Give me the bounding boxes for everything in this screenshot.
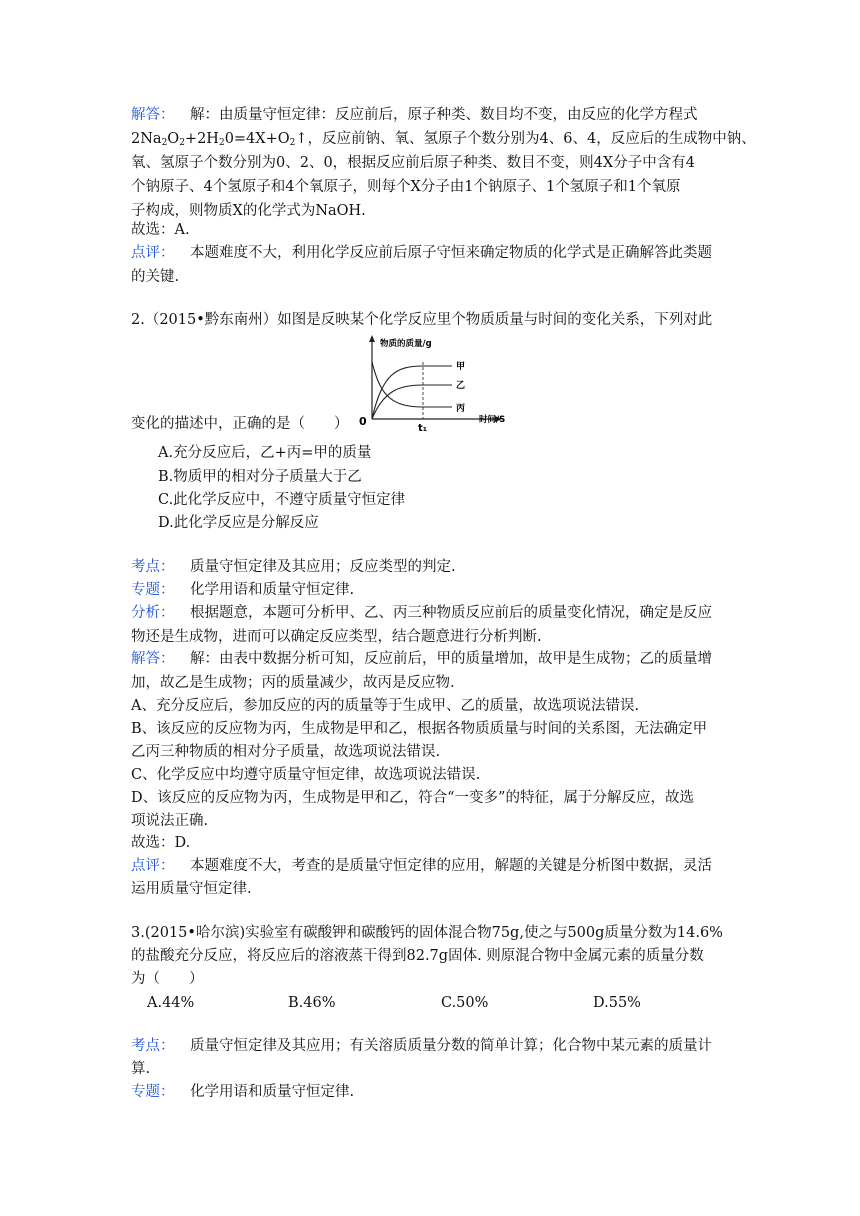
x-axis-label: 时间/S — [479, 415, 506, 425]
q2-choice: 故选：D. — [131, 835, 191, 851]
q2-stem-line-2: 变化的描述中，正确的是（ ） — [131, 416, 349, 432]
q3-stem-line-3: 为（ ） — [131, 971, 204, 987]
q2-fenxi-line-2: 物还是生成物，进而可以确定反应类型，结合题意进行分析判断. — [131, 629, 542, 645]
q3-option-d: D.55% — [593, 995, 641, 1011]
q2-answer-line-4: B、该反应的反应物为丙，生成物是甲和乙，根据各物质质量与时间的关系图，无法确定甲 — [131, 721, 708, 737]
q2-answer-line-7: D、该反应的反应物为丙，生成物是甲和乙，符合“一变多”的特征，属于分解反应，故选 — [131, 790, 694, 806]
q1-answer-line-4: 个钠原子、4个氢原子和4个氧原子，则每个X分子由1个钠原子、1个氢原子和1个氧原 — [131, 179, 681, 195]
series-bing-label: 丙 — [456, 404, 466, 414]
y-axis-label: 物质的质量/g — [380, 339, 432, 349]
series-yi-label: 乙 — [456, 381, 466, 391]
q3-kaodian-line-1: 考点： 质量守恒定律及其应用；有关溶质质量分数的简单计算；化合物中某元素的质量计 — [131, 1038, 712, 1054]
q2-stem-line-1: 2.（2015•黔东南州）如图是反映某个化学反应里个物质质量与时间的变化关系，下列对此 — [131, 312, 713, 328]
q3-zhuanti: 专题： 化学用语和质量守恒定律. — [131, 1084, 355, 1100]
q2-option-a: A.充分反应后，乙+丙=甲的质量 — [158, 445, 372, 461]
chemical-equation: $2Na_2O_2+2H_20=4X+O_2↑$ — [131, 131, 308, 148]
q1-answer-line-3: 氧、氢原子个数分别为0、2、0，根据反应前后原子种类、数目不变，则4X分子中含有4 — [131, 155, 695, 171]
q3-kaodian-line-2: 算. — [131, 1061, 151, 1077]
q2-fenxi-line-1: 分析： 根据题意，本题可分析甲、乙、丙三种物质反应前后的质量变化情况，确定是反应 — [131, 605, 712, 621]
series-yi-curve — [372, 385, 452, 419]
q2-answer-line-3: A、充分反应后，参加反应的丙的质量等于生成甲、乙的质量，故选项说法错误. — [131, 698, 640, 714]
q1-answer-line-1: 解答： 解：由质量守恒定律：反应前后，原子种类、数目均不变，由反应的化学方程式 — [131, 107, 698, 123]
q1-answer-line-5: 子构成，则物质X的化学式为NaOH. — [131, 203, 366, 219]
q2-kaodian: 考点： 质量守恒定律及其应用；反应类型的判定. — [131, 559, 456, 575]
q2-answer-line-8: 项说法正确. — [131, 813, 209, 829]
q2-answer-line-5: 乙丙三种物质的相对分子质量，故选项说法错误. — [131, 744, 441, 760]
series-jia-label: 甲 — [456, 362, 466, 372]
t1-tick-label: t₁ — [418, 423, 428, 431]
q2-option-c: C.此化学反应中，不遵守质量守恒定律 — [158, 492, 406, 508]
comment-label: 点评： — [131, 245, 175, 261]
q3-stem-line-1: 3.(2015•哈尔滨)实验室有碳酸钾和碳酸钙的固体混合物75g,使之与500g质量分数为14.6% — [131, 925, 723, 941]
q2-comment-line-1: 点评： 本题难度不大，考查的是质量守恒定律的应用，解题的关键是分析图中数据，灵活 — [131, 858, 712, 874]
q2-option-b: B.物质甲的相对分子质量大于乙 — [158, 469, 362, 485]
q3-option-a: A.44% — [147, 995, 195, 1011]
q1-answer-line-2: $2Na_2O_2+2H_20=4X+O_2↑$，反应前钠、氧、氢原子个数分别为4、6、4，反应后的生成物中钠、 — [131, 131, 756, 148]
q1-comment-line-1: 点评： 本题难度不大，利用化学反应前后原子守恒来确定物质的化学式是正确解答此类题 — [131, 245, 712, 261]
q3-option-b: B.46% — [288, 995, 336, 1011]
q2-answer-line-1: 解答： 解：由表中数据分析可知，反应前后，甲的质量增加，故甲是生成物；乙的质量增 — [131, 651, 712, 667]
q1-choice: 故选：A. — [131, 222, 190, 238]
q2-comment-line-2: 运用质量守恒定律. — [131, 881, 252, 897]
q2-option-d: D.此化学反应是分解反应 — [158, 515, 319, 531]
q1-comment-line-2: 的关键. — [131, 269, 180, 285]
q3-option-c: C.50% — [441, 995, 489, 1011]
y-axis-arrow — [369, 335, 375, 342]
q2-answer-line-2: 加，故乙是生成物；丙的质量减少，故丙是反应物. — [131, 675, 455, 691]
q2-zhuanti: 专题： 化学用语和质量守恒定律. — [131, 582, 355, 598]
mass-time-graph — [356, 334, 508, 431]
q2-answer-line-6: C、化学反应中均遵守质量守恒定律，故选项说法错误. — [131, 767, 481, 783]
q3-stem-line-2: 的盐酸充分反应，将反应后的溶液蒸干得到82.7g固体. 则原混合物中金属元素的质量分数 — [131, 948, 704, 964]
answer-label: 解答： — [131, 107, 175, 123]
origin-label: 0 — [359, 415, 367, 428]
